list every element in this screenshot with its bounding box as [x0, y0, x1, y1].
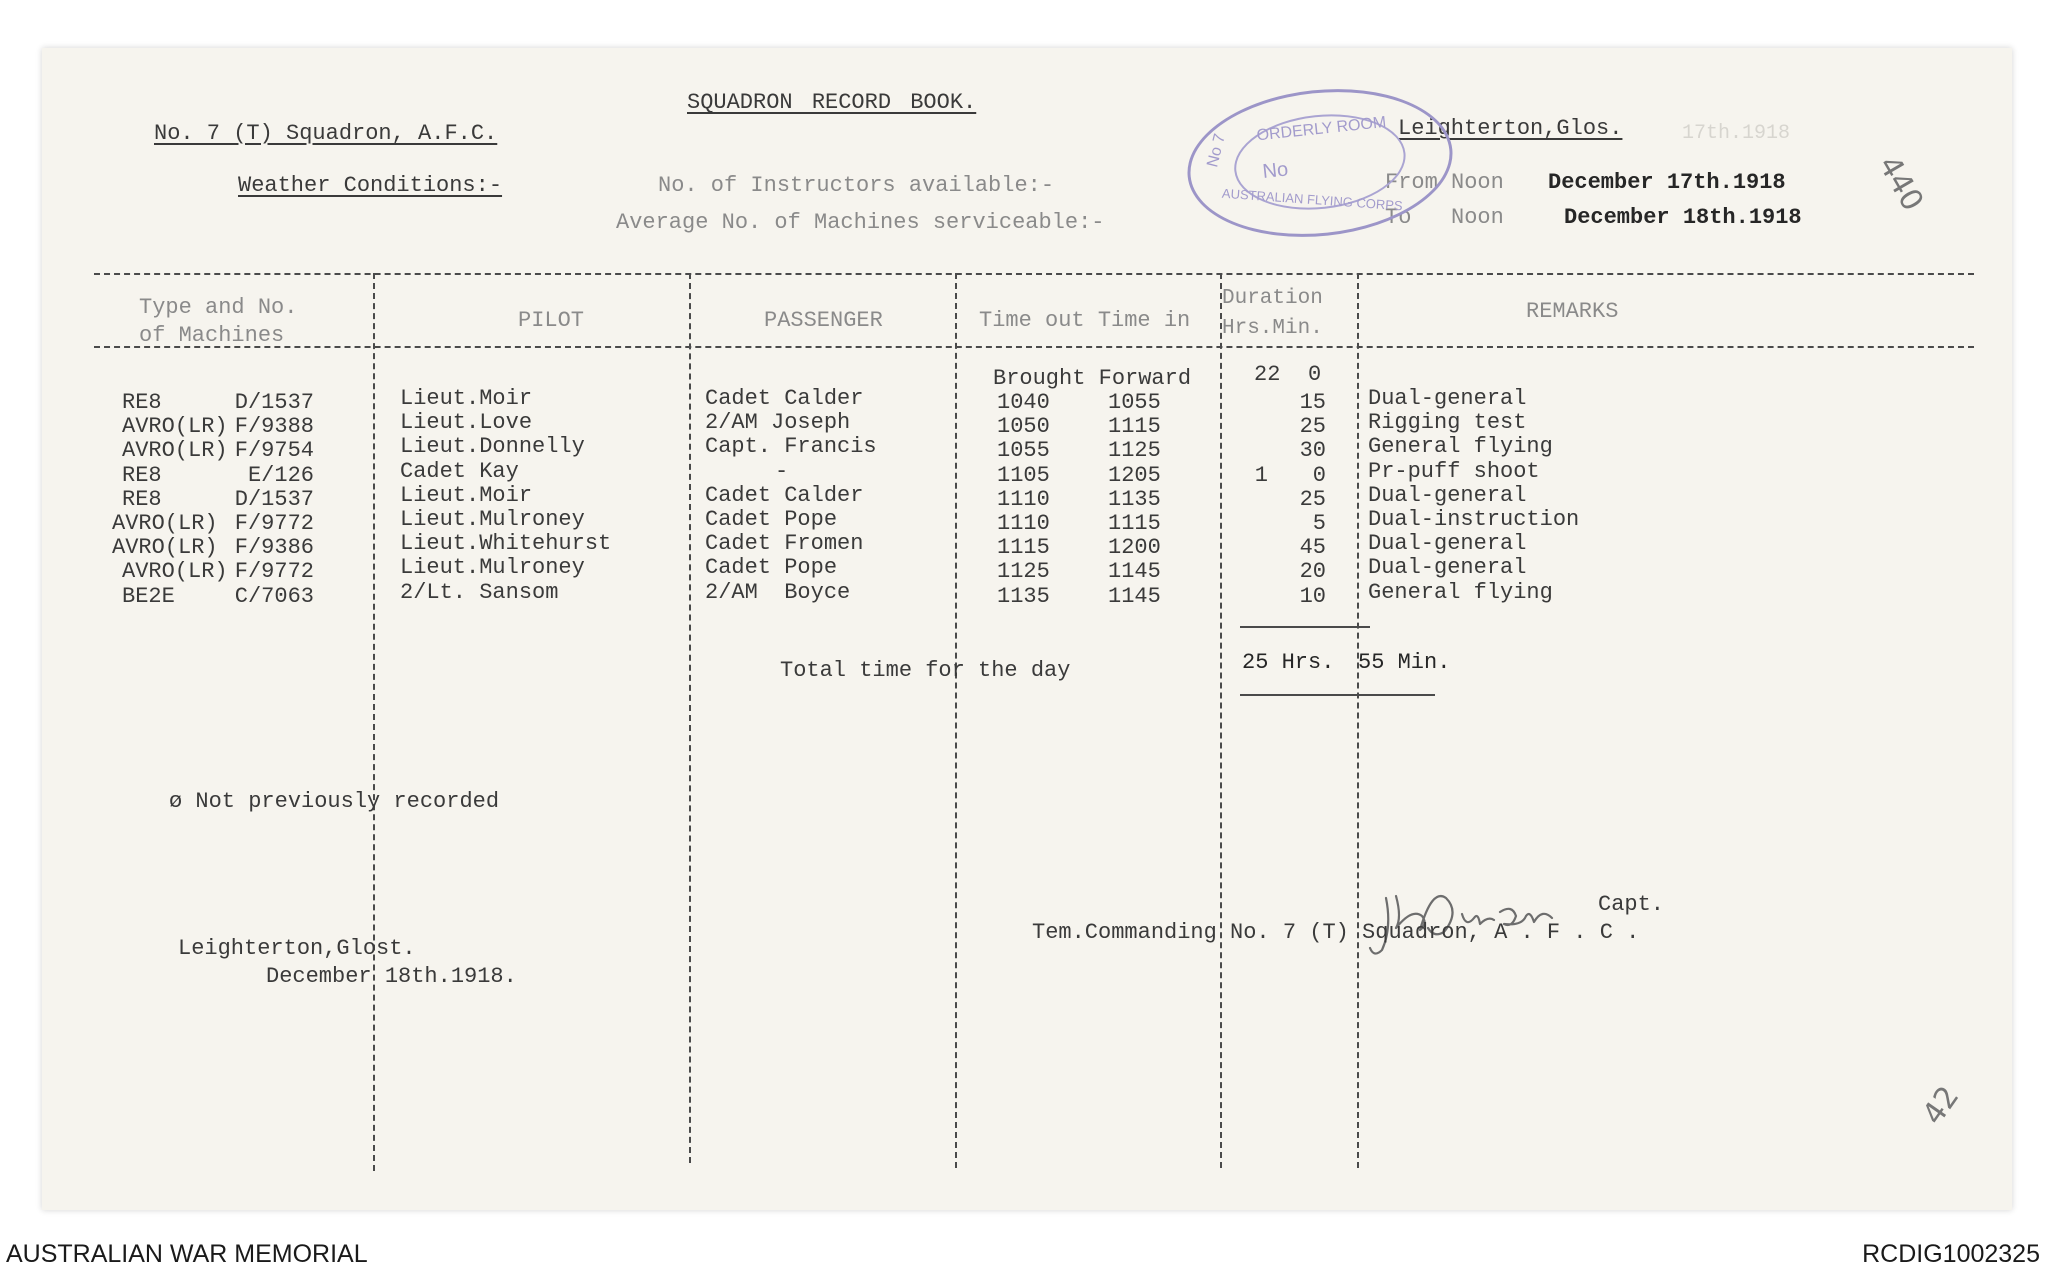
col-rule-2 — [689, 273, 691, 1163]
total-hours: 25 Hrs. — [1242, 650, 1335, 675]
remarks-text: General flying — [1368, 434, 1553, 460]
to-noon-label: To Noon — [1385, 205, 1504, 230]
machine-number: F/9754 — [234, 438, 314, 464]
duration-minutes: 30 — [1299, 438, 1326, 464]
table-header-rule — [94, 346, 1974, 348]
header-time: Time out Time in — [979, 308, 1191, 333]
passenger-name: Cadet Fromen — [705, 531, 864, 557]
col-rule-3 — [955, 273, 957, 1168]
header-passenger: PASSENGER — [764, 308, 883, 333]
passenger-name: Cadet Calder — [705, 482, 864, 508]
brought-forward-min: 0 — [1308, 362, 1322, 387]
handwritten-signature — [1362, 868, 1572, 968]
machine-type: AVRO(LR) — [112, 511, 218, 536]
passenger-name: Cadet Calder — [705, 386, 864, 411]
remarks-text: Pr-puff shoot — [1368, 458, 1540, 484]
total-minutes: 55 Min. — [1358, 650, 1451, 675]
footer-right-id: RCDIG1002325 — [1862, 1240, 2040, 1268]
from-noon-label: From Noon — [1385, 170, 1504, 195]
duration-minutes: 25 — [1299, 414, 1326, 440]
total-rule-bottom — [1240, 694, 1435, 696]
record-sheet — [42, 48, 2012, 1210]
machine-number: D/1537 — [234, 486, 314, 512]
stamp-ring-text: ORDERLY ROOM — [1255, 113, 1388, 145]
remarks-text: Rigging test — [1368, 410, 1527, 436]
time-out: 1125 — [997, 559, 1050, 585]
machine-number: F/9772 — [234, 559, 314, 585]
time-out: 1110 — [997, 511, 1050, 536]
machine-type: AVRO(LR) — [122, 438, 228, 464]
pilot-name: Lieut.Moir — [400, 482, 533, 508]
to-date: December 18th.1918 — [1564, 205, 1802, 230]
not-previously-recorded-note: ø Not previously recorded — [169, 789, 500, 814]
header-pilot: PILOT — [518, 308, 585, 333]
duration-minutes: 25 — [1299, 486, 1326, 512]
table-top-rule — [94, 273, 1974, 275]
duration-minutes: 45 — [1299, 535, 1326, 561]
remarks-text: Dual-instruction — [1368, 507, 1580, 532]
remarks-text: Dual-general — [1368, 531, 1527, 557]
signatory-title: Tem.Commanding No. 7 (T) Squadron, A . F . C . — [1032, 920, 1640, 945]
machine-type: BE2E — [122, 583, 175, 609]
date-line: December 18th.1918. — [266, 964, 517, 989]
machine-number: F/9772 — [234, 511, 314, 536]
time-in: 1135 — [1108, 486, 1161, 512]
remarks-text: Dual-general — [1368, 386, 1527, 411]
remarks-text: Dual-general — [1368, 555, 1527, 581]
machine-type: RE8 — [122, 486, 162, 512]
time-out: 1040 — [997, 390, 1050, 415]
duration-minutes: 10 — [1299, 583, 1326, 609]
time-out: 1055 — [997, 438, 1050, 464]
duration-minutes: 5 — [1312, 511, 1326, 536]
machines-label: Average No. of Machines serviceable:- — [616, 210, 1105, 235]
pilot-name: Lieut.Mulroney — [400, 555, 585, 581]
machine-number: E/126 — [247, 462, 314, 488]
passenger-name: - — [775, 458, 789, 484]
duration-minutes: 0 — [1312, 462, 1326, 488]
machine-number: F/9386 — [234, 535, 314, 561]
weather-label: Weather Conditions:- — [238, 173, 503, 198]
col-rule-1 — [373, 273, 375, 1171]
machine-type: RE8 — [122, 390, 162, 415]
pilot-name: Lieut.Mulroney — [400, 507, 585, 532]
header-type-2: of Machines — [139, 323, 285, 348]
time-out: 1135 — [997, 583, 1050, 609]
faint-date-bleed: 17th.1918 — [1682, 122, 1791, 145]
total-label: Total time for the day — [780, 658, 1071, 683]
pilot-name: Cadet Kay — [400, 458, 519, 484]
stamp-no-text: No — [1261, 158, 1290, 183]
passenger-name: Cadet Pope — [705, 507, 838, 532]
col-rule-5 — [1357, 273, 1359, 1168]
instructors-label: No. of Instructors available:- — [658, 173, 1055, 198]
remarks-text: Dual-general — [1368, 482, 1527, 508]
machine-number: D/1537 — [234, 390, 314, 415]
col-rule-4 — [1220, 273, 1222, 1168]
time-in: 1145 — [1108, 559, 1161, 585]
place-line: Leighterton,Glost. — [178, 936, 416, 961]
machine-type: RE8 — [122, 462, 162, 488]
squadron-name: No. 7 (T) Squadron, A.F.C. — [154, 121, 498, 146]
document-title: SQUADRON RECORD BOOK. — [687, 90, 977, 115]
time-in: 1145 — [1108, 583, 1161, 609]
time-in: 1055 — [1108, 390, 1161, 415]
brought-forward-hrs: 22 — [1254, 362, 1281, 387]
brought-forward-label: Brought Forward — [993, 366, 1192, 391]
duration-minutes: 20 — [1299, 559, 1326, 585]
time-in: 1205 — [1108, 462, 1161, 488]
stamp-top-text: No 7 — [1204, 132, 1229, 170]
passenger-name: 2/AM Joseph — [705, 410, 851, 436]
machine-type: AVRO(LR) — [112, 535, 218, 561]
duration-hours: 1 — [1254, 462, 1268, 488]
page-number: 42 — [1915, 1079, 1967, 1132]
time-in: 1125 — [1108, 438, 1161, 464]
header-type-1: Type and No. — [139, 295, 298, 320]
time-out: 1115 — [997, 535, 1050, 561]
header-duration-1: Duration — [1222, 287, 1323, 310]
machine-type: AVRO(LR) — [122, 414, 228, 440]
duration-minutes: 15 — [1299, 390, 1326, 415]
pilot-name: Lieut.Love — [400, 410, 533, 436]
stamp-bottom-text: AUSTRALIAN FLYING CORPS — [1221, 185, 1404, 214]
time-out: 1050 — [997, 414, 1050, 440]
remarks-text: General flying — [1368, 579, 1553, 605]
passenger-name: 2/AM Boyce — [705, 579, 851, 605]
location: Leighterton,Glos. — [1398, 116, 1623, 141]
time-in: 1115 — [1108, 511, 1161, 536]
header-remarks: REMARKS — [1526, 299, 1619, 324]
machine-type: AVRO(LR) — [122, 559, 228, 585]
time-out: 1110 — [997, 486, 1050, 512]
time-out: 1105 — [997, 462, 1050, 488]
passenger-name: Capt. Francis — [705, 434, 877, 460]
pilot-name: Lieut.Donnelly — [400, 434, 585, 460]
machine-number: C/7063 — [234, 583, 314, 609]
passenger-name: Cadet Pope — [705, 555, 838, 581]
header-duration-2: Hrs.Min. — [1222, 317, 1323, 340]
time-in: 1200 — [1108, 535, 1161, 561]
time-in: 1115 — [1108, 414, 1161, 440]
total-rule-top — [1240, 626, 1370, 628]
pilot-name: Lieut.Whitehurst — [400, 531, 612, 557]
machine-number: F/9388 — [234, 414, 314, 440]
from-date: December 17th.1918 — [1548, 170, 1786, 195]
pilot-name: Lieut.Moir — [400, 386, 533, 411]
pilot-name: 2/Lt. Sansom — [400, 579, 559, 605]
signatory-rank: Capt. — [1598, 892, 1665, 917]
footer-left-credit: AUSTRALIAN WAR MEMORIAL — [6, 1240, 368, 1268]
folio-number: 440 — [1871, 149, 1931, 218]
